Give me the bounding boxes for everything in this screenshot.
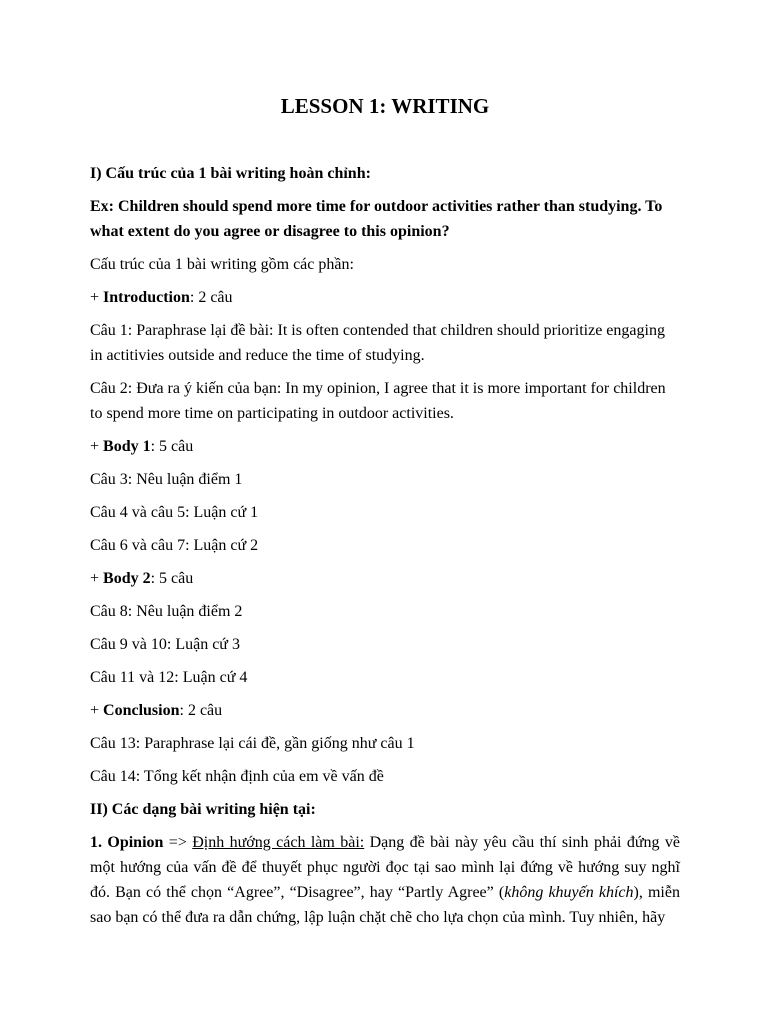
body1-line	[90, 434, 680, 459]
conclusion-line	[90, 698, 680, 723]
lesson-title: LESSON 1: WRITING	[280, 94, 490, 118]
body2-count: : 5 câu	[150, 570, 194, 587]
conclusion-label: Conclusion	[103, 702, 180, 719]
opinion-guidance-heading: Định hướng cách làm bài:	[192, 834, 365, 851]
opinion-text-part2: ), miễn sao bạn có thể đưa ra dẫn chứng, lập luận chặt chẽ cho lựa chọn của mình. Tuy nhiên, hãy	[90, 884, 680, 926]
sentence-2: Câu 2: Đưa ra ý kiến của bạn: In my opinion, I agree that it is more important for children to spend more time on participating in outdoor activities.	[90, 380, 666, 422]
body1-label: Body 1	[103, 438, 151, 455]
sentence-3: Câu 3: Nêu luận điểm 1	[90, 471, 243, 488]
opinion-text-part1: Dạng đề bài này yêu cầu thí sinh phải đứng về một hướng của vấn đề để thuyết phục người đọc tại sao mình lại đứng về hướng suy nghĩ đó. Bạn có thể chọn “Agree”, “Disagree”, hay “Partly Agree” (	[90, 834, 681, 901]
bullet-prefix: +	[90, 289, 104, 306]
introduction-line	[90, 285, 680, 310]
section-heading-types: II) Các dạng bài writing hiện tại:	[90, 801, 316, 818]
sentence-1: Câu 1: Paraphrase lại đề bài: It is often contended that children should prioritize engaging in actitivies outside and reduce the time of studying.	[90, 322, 665, 364]
introduction-count: : 2 câu	[189, 289, 233, 306]
bullet-prefix: +	[90, 702, 104, 719]
sentence-9-10: Câu 9 và 10: Luận cứ 3	[90, 636, 240, 653]
structure-intro: Cấu trúc của 1 bài writing gồm các phần:	[90, 256, 354, 273]
opinion-paragraph	[90, 830, 680, 930]
body2-line	[90, 566, 680, 591]
sentence-11-12: Câu 11 và 12: Luận cứ 4	[90, 669, 248, 686]
opinion-arrow: =>	[163, 834, 193, 851]
bullet-prefix: +	[90, 438, 104, 455]
example-prompt: Ex: Children should spend more time for outdoor activities rather than studying. To what extent do you agree or disagree to this opinion?	[90, 198, 663, 240]
bullet-prefix: +	[90, 570, 104, 587]
sentence-14: Câu 14: Tổng kết nhận định của em về vấn đề	[90, 768, 384, 785]
sentence-13: Câu 13: Paraphrase lại cái đề, gần giống như câu 1	[90, 735, 415, 752]
opinion-italic-note: không khuyến khích	[504, 884, 634, 901]
body2-label: Body 2	[103, 570, 151, 587]
sentence-8: Câu 8: Nêu luận điểm 2	[90, 603, 243, 620]
section-heading-structure: I) Cấu trúc của 1 bài writing hoàn chỉnh:	[90, 165, 371, 182]
introduction-label: Introduction	[103, 289, 190, 306]
sentence-4-5: Câu 4 và câu 5: Luận cứ 1	[90, 504, 259, 521]
opinion-label: 1. Opinion	[90, 834, 164, 851]
sentence-6-7: Câu 6 và câu 7: Luận cứ 2	[90, 537, 259, 554]
conclusion-count: : 2 câu	[179, 702, 223, 719]
body1-count: : 5 câu	[150, 438, 194, 455]
